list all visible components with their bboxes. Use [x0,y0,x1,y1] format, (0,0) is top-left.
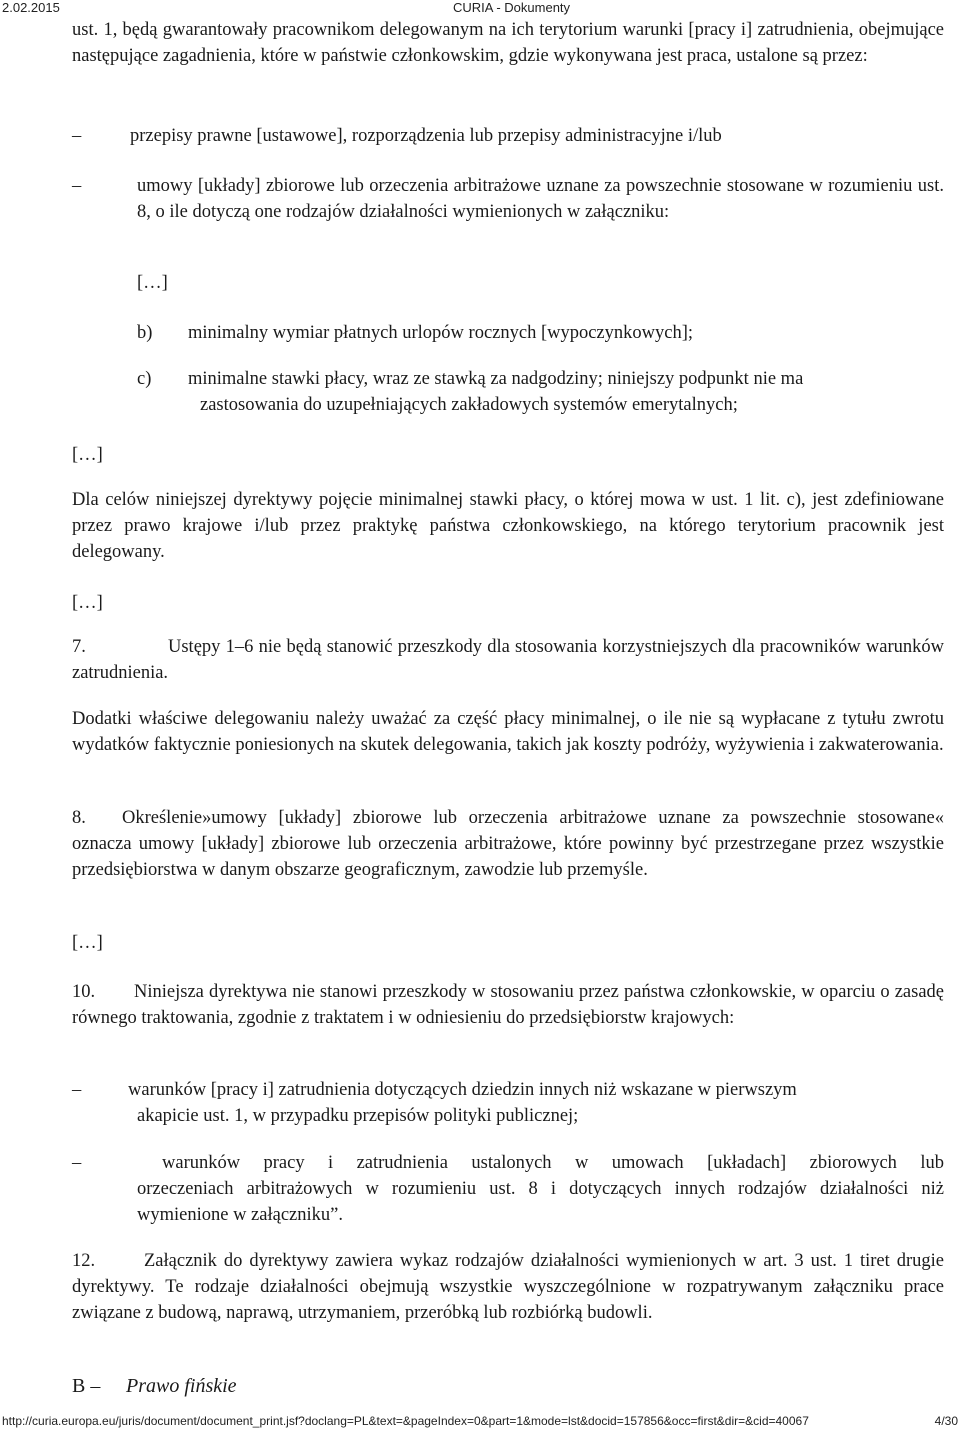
point-10-number: 10. [72,982,96,1002]
print-header [0,0,960,16]
dash-item-1: przepisy prawne [ustawowe], rozporządzenia lub przepisy administracyjne i/lub [130,126,722,146]
dash-marker [72,123,81,149]
page-number: 4/30 [934,1414,958,1428]
ellipsis: […] [72,445,103,465]
dash-marker [72,173,81,199]
ellipsis: […] [137,273,168,293]
section-b-title: Prawo fińskie [126,1375,237,1397]
item-c-line-2: zastosowania do uzupełniających zakładowych systemów emerytalnych; [200,395,738,415]
point-7-number: 7. [72,637,86,657]
paragraph-allowances: Dodatki właściwe delegowaniu należy uważać za część płacy minimalnej, o ile nie są wypłacane z tytułu zwrotu wydatków faktycznie poniesionych na skutek delegowania, takich jak koszty podróży, wyżywienia i zakwaterowania. [72,709,944,755]
paragraph-definition: Dla celów niniejszej dyrektywy pojęcie minimalnej stawki płacy, o której mowa w ust. 1 lit. c), jest zdefiniowane przez prawo krajowe i/lub przez praktykę państwa członkowskiego, na którego terytorium pracownik jest delegowany. [72,490,944,562]
dash-marker [72,1150,81,1176]
dash-item-2: umowy [układy] zbiorowe lub orzeczenia arbitrażowe uznane za powszechnie stosowane w rozumieniu ust. 8, o ile dotyczą one rodzajów działalności wymienionych w załączniku: [137,176,944,222]
dash-marker [72,1077,81,1103]
print-date: 2.02.2015 [2,0,60,15]
paragraph-intro: ust. 1, będą gwarantowały pracownikom delegowanym na ich terytorium warunki [pracy i] zatrudnienia, obejmujące następujące zagadnienia, które w państwie członkowskim, gdzie wykonywana jest praca, ustalone są przez: [72,20,944,66]
dash-item-4-line-1: warunków pracy i zatrudnienia ustalonych w umowach [układach] zbiorowych lub [162,1153,944,1173]
dash-item-4-text: orzeczeniach arbitrażowych w rozumieniu ust. 8 i dotyczących innych rodzajów działalności niż wymienione w załączniku”. [137,1179,944,1225]
ellipsis: […] [72,933,103,953]
dash-item-3-line-2: akapicie ust. 1, w przypadku przepisów polityki publicznej; [137,1106,579,1126]
point-8-text: Określenie»umowy [układy] zbiorowe lub orzeczenia arbitrażowe uznane za powszechnie stosowane« oznacza umowy [układy] zbiorowe lub orzeczenia arbitrażowe, które powinny być przestrzegane przez wszystkie przedsiębiorstwa w danym obszarze geograficznym, zawodzie lub przemyśle. [72,808,944,880]
ellipsis: […] [72,593,103,613]
item-c-line-1: minimalne stawki płacy, wraz ze stawką za nadgodziny; niniejszy podpunkt nie ma [188,369,804,389]
item-b-text: minimalny wymiar płatnych urlopów rocznych [wypoczynkowych]; [188,323,694,343]
point-12-text: Załącznik do dyrektywy zawiera wykaz rodzajów działalności wymienionych w art. 3 ust. 1 tiret drugie dyrektywy. Te rodzaje działalności obejmują wszystkie wyszczególnione w rozpatrywanym załączniku prace związane z budową, naprawą, utrzymaniem, przeróbką lub rozbiórką budowli. [72,1251,944,1323]
point-7-text: Ustępy 1–6 nie będą stanowić przeszkody dla stosowania korzystniejszych dla pracowników warunków zatrudnienia. [72,637,944,683]
section-b-letter: B – [72,1375,101,1397]
point-10-text: Niniejsza dyrektywa nie stanowi przeszkody w stosowaniu przez państwa członkowskie, w oparciu o zasadę równego traktowania, zgodnie z traktatem i w odniesieniu do przedsiębiorstw krajowych: [72,982,944,1028]
print-title: CURIA - Dokumenty [453,0,571,15]
point-12-number: 12. [72,1251,96,1271]
page-url: http://curia.europa.eu/juris/document/document_print.jsf?doclang=PL&text=&pageIndex=0&part=1&mode=lst&docid=157856&occ=first&dir=&cid=40067 [2,1414,809,1428]
print-footer [0,1412,960,1430]
dash-item-3-line-1: warunków [pracy i] zatrudnienia dotyczących dziedzin innych niż wskazane w pierwszym [128,1080,797,1100]
item-c-label: c) [137,369,152,389]
item-b-label: b) [137,323,153,343]
point-8-number: 8. [72,808,86,828]
